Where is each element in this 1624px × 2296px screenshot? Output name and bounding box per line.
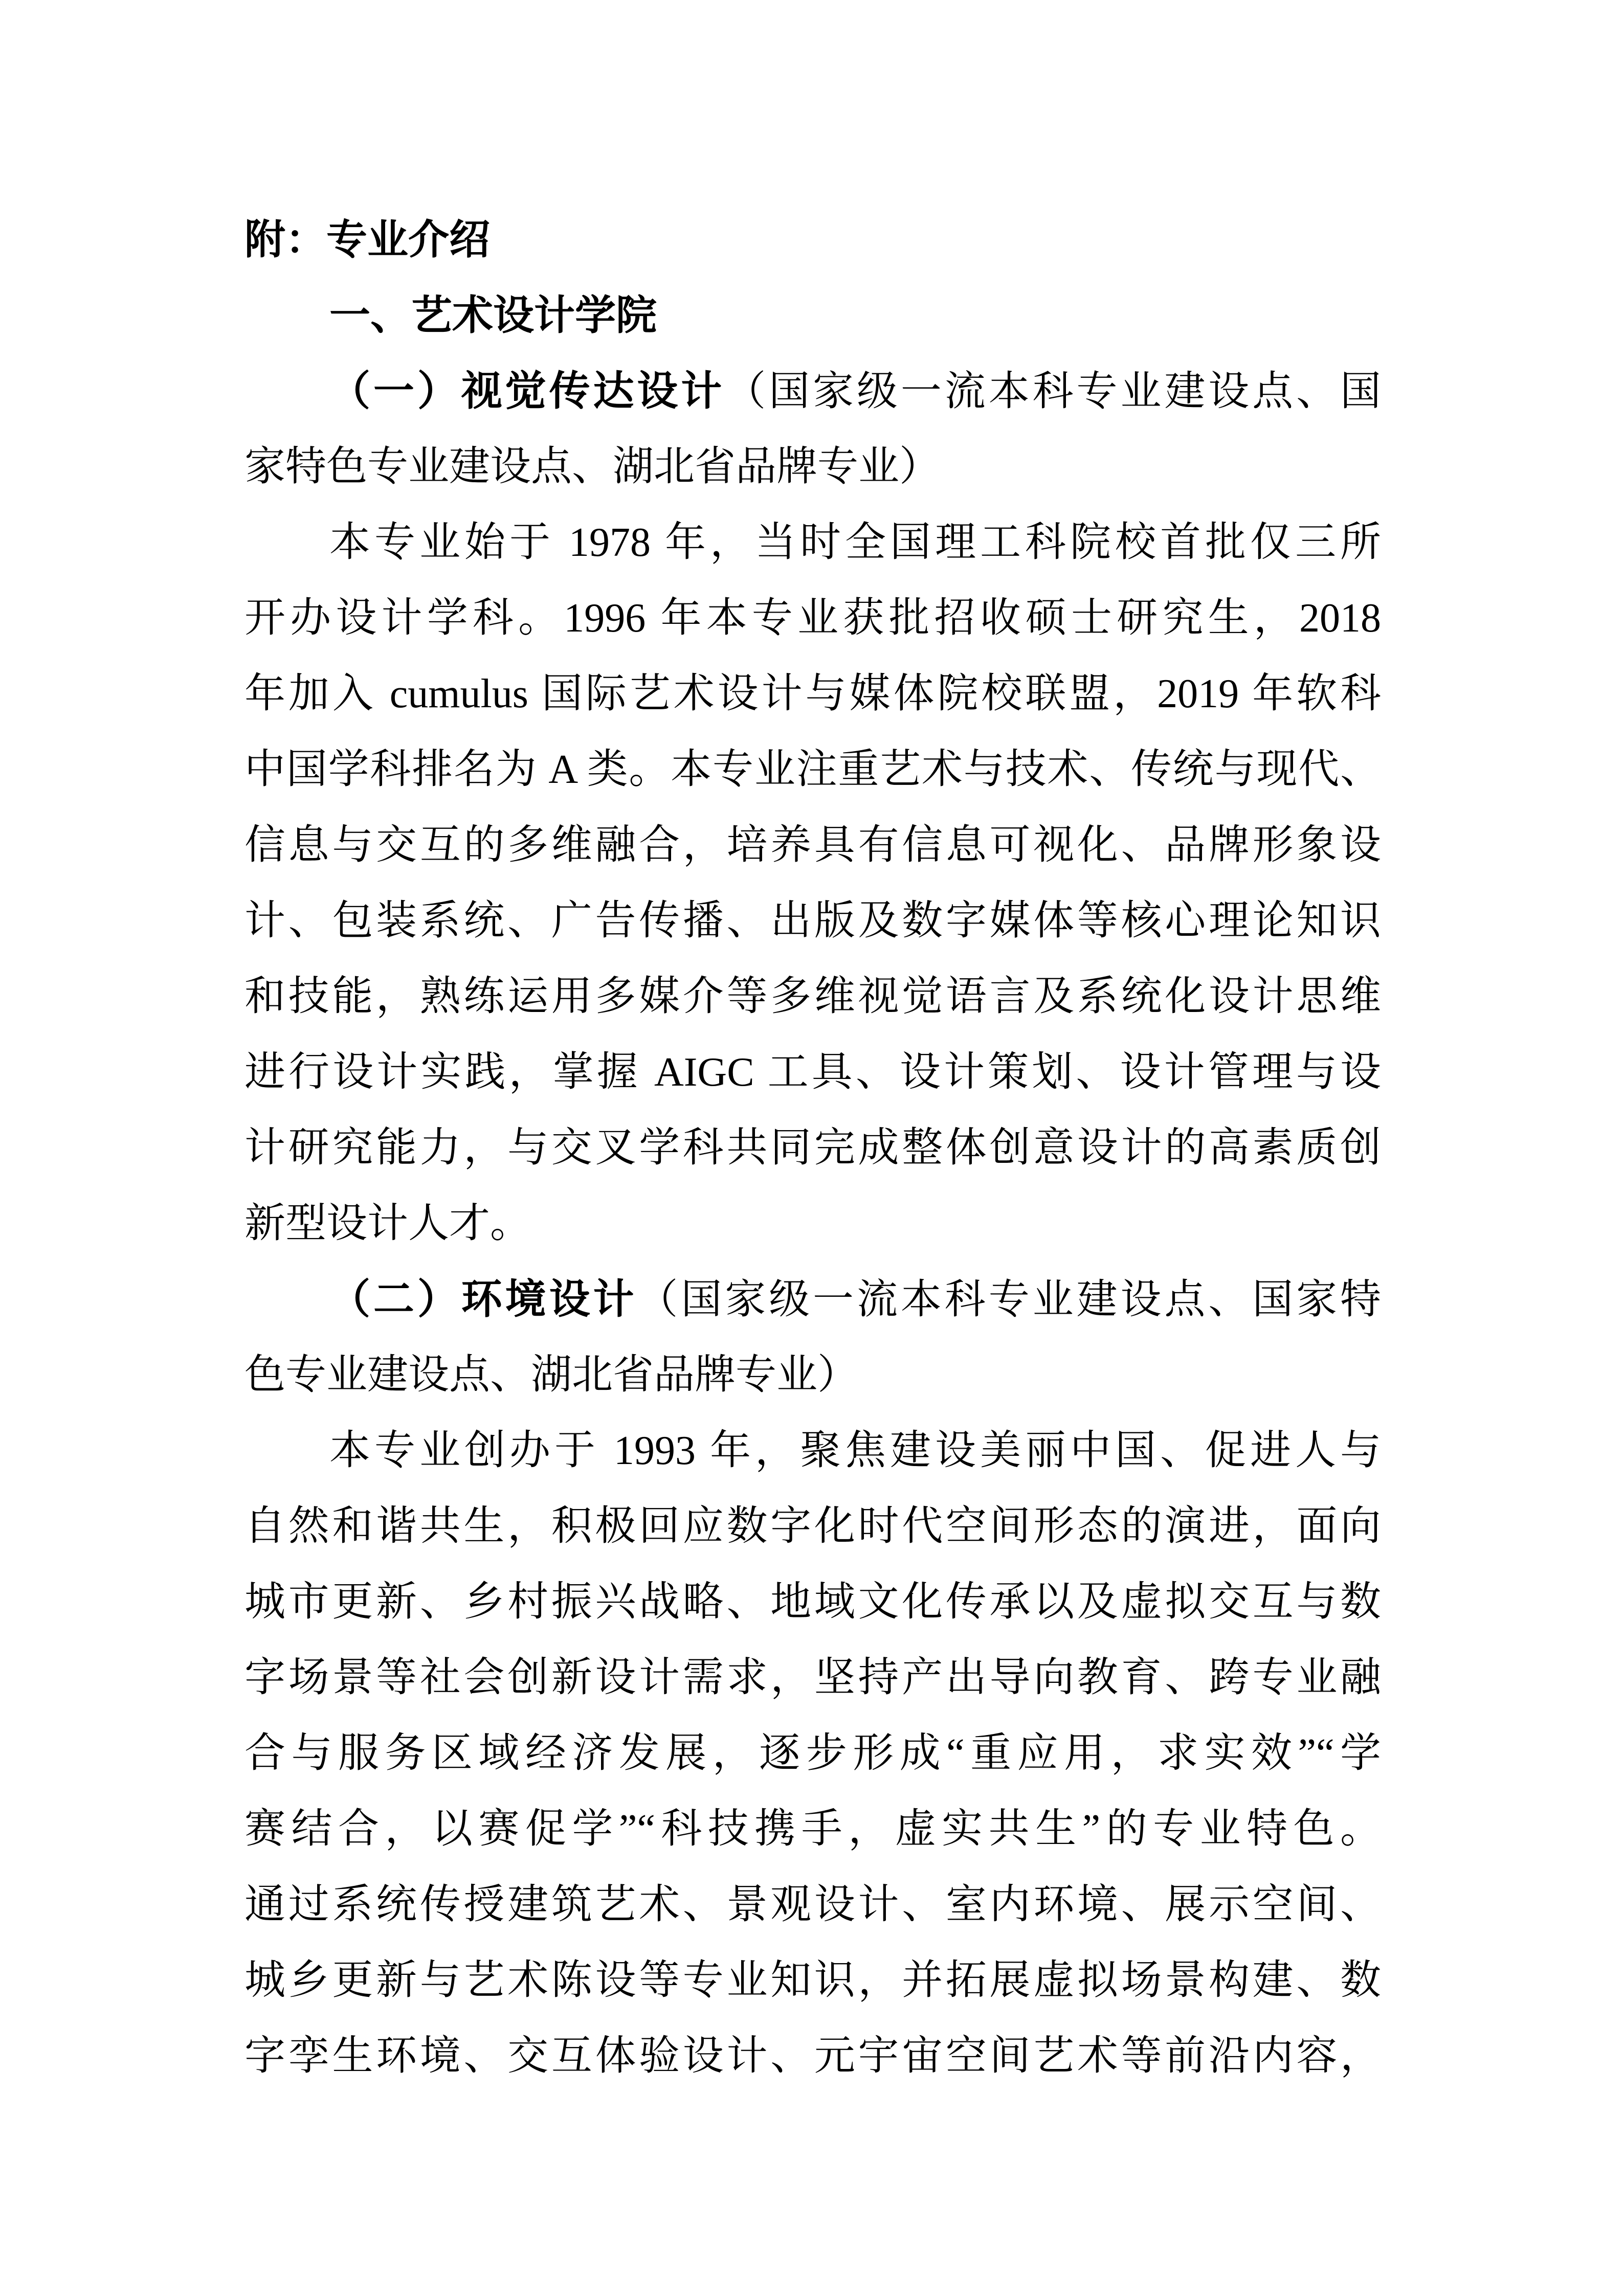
text-block	[244, 202, 1381, 2094]
text-line-6	[244, 580, 1381, 656]
heading-text-segment: （二）环境设计	[329, 1276, 637, 1322]
body-text-segment: 字场景等社会创新设计需求，坚持产出导向教育、跨专业融	[244, 1655, 1381, 1700]
body-text-segment: 家特色专业建设点、湖北省品牌专业）	[244, 444, 940, 489]
text-line-22	[244, 1791, 1381, 1867]
body-text-segment: 本专业创办于 1993 年，聚焦建设美丽中国、促进人与	[329, 1428, 1381, 1473]
text-line-10	[244, 883, 1381, 959]
body-text-segment: （国家级一流本科专业建设点、国	[725, 369, 1382, 414]
body-text-segment: 合与服务区域经济发展，逐步形成“重应用，求实效”“学	[244, 1731, 1381, 1776]
body-text-segment: 城市更新、乡村振兴战略、地域文化传承以及虚拟交互与数	[244, 1580, 1381, 1625]
text-line-12	[244, 1034, 1381, 1110]
text-line-4	[244, 429, 1381, 505]
text-line-18	[244, 1489, 1381, 1564]
text-line-19	[244, 1564, 1381, 1640]
body-text-segment: 色专业建设点、湖北省品牌专业）	[244, 1353, 858, 1398]
text-line-1	[244, 202, 1381, 278]
text-line-8	[244, 732, 1381, 807]
body-text-segment: 进行设计实践，掌握 AIGC 工具、设计策划、设计管理与设	[244, 1050, 1381, 1095]
heading-text-segment: 附：专业介绍	[244, 217, 490, 262]
body-text-segment: 年加入 cumulus 国际艺术设计与媒体院校联盟，2019 年软科	[244, 671, 1381, 716]
body-text-segment: 本专业始于 1978 年，当时全国理工科院校首批仅三所	[329, 520, 1381, 565]
text-line-16	[244, 1337, 1381, 1413]
text-line-9	[244, 807, 1381, 883]
body-text-segment: 自然和谐共生，积极回应数字化时代空间形态的演进，面向	[244, 1504, 1381, 1549]
body-text-segment: 开办设计学科。1996 年本专业获批招收硕士研究生，2018	[244, 596, 1381, 641]
body-text-segment: 通过系统传授建筑艺术、景观设计、室内环境、展示空间、	[244, 1882, 1381, 1927]
body-text-segment: 信息与交互的多维融合，培养具有信息可视化、品牌形象设	[244, 823, 1381, 868]
body-text-segment: 新型设计人才。	[244, 1201, 531, 1246]
heading-text-segment: （一）视觉传达设计	[329, 368, 725, 414]
body-text-segment: 和技能，熟练运用多媒介等多维视觉语言及系统化设计思维	[244, 974, 1381, 1019]
text-line-5	[244, 505, 1381, 580]
text-line-24	[244, 1943, 1381, 2018]
text-line-3	[244, 353, 1381, 429]
text-line-14	[244, 1186, 1381, 1262]
body-text-segment: 计、包装系统、广告传播、出版及数字媒体等核心理论知识	[244, 898, 1381, 943]
body-text-segment: 计研究能力，与交叉学科共同完成整体创意设计的高素质创	[244, 1126, 1381, 1170]
text-line-17	[244, 1413, 1381, 1489]
text-line-2	[244, 278, 1381, 353]
text-line-21	[244, 1716, 1381, 1791]
body-text-segment: 赛结合，以赛促学”“科技携手，虚实共生”的专业特色。	[244, 1807, 1381, 1852]
text-line-11	[244, 959, 1381, 1034]
text-line-13	[244, 1110, 1381, 1186]
text-line-23	[244, 1867, 1381, 1943]
text-line-25	[244, 2018, 1381, 2094]
text-line-7	[244, 656, 1381, 732]
body-text-segment: （国家级一流本科专业建设点、国家特	[637, 1277, 1382, 1322]
body-text-segment: 中国学科排名为 A 类。本专业注重艺术与技术、传统与现代、	[244, 747, 1381, 792]
text-line-15	[244, 1262, 1381, 1337]
heading-text-segment: 一、艺术设计学院	[329, 292, 657, 338]
body-text-segment: 城乡更新与艺术陈设等专业知识，并拓展虚拟场景构建、数	[244, 1958, 1381, 2003]
text-line-20	[244, 1640, 1381, 1716]
body-text-segment: 字孪生环境、交互体验设计、元宇宙空间艺术等前沿内容，	[244, 2034, 1381, 2079]
